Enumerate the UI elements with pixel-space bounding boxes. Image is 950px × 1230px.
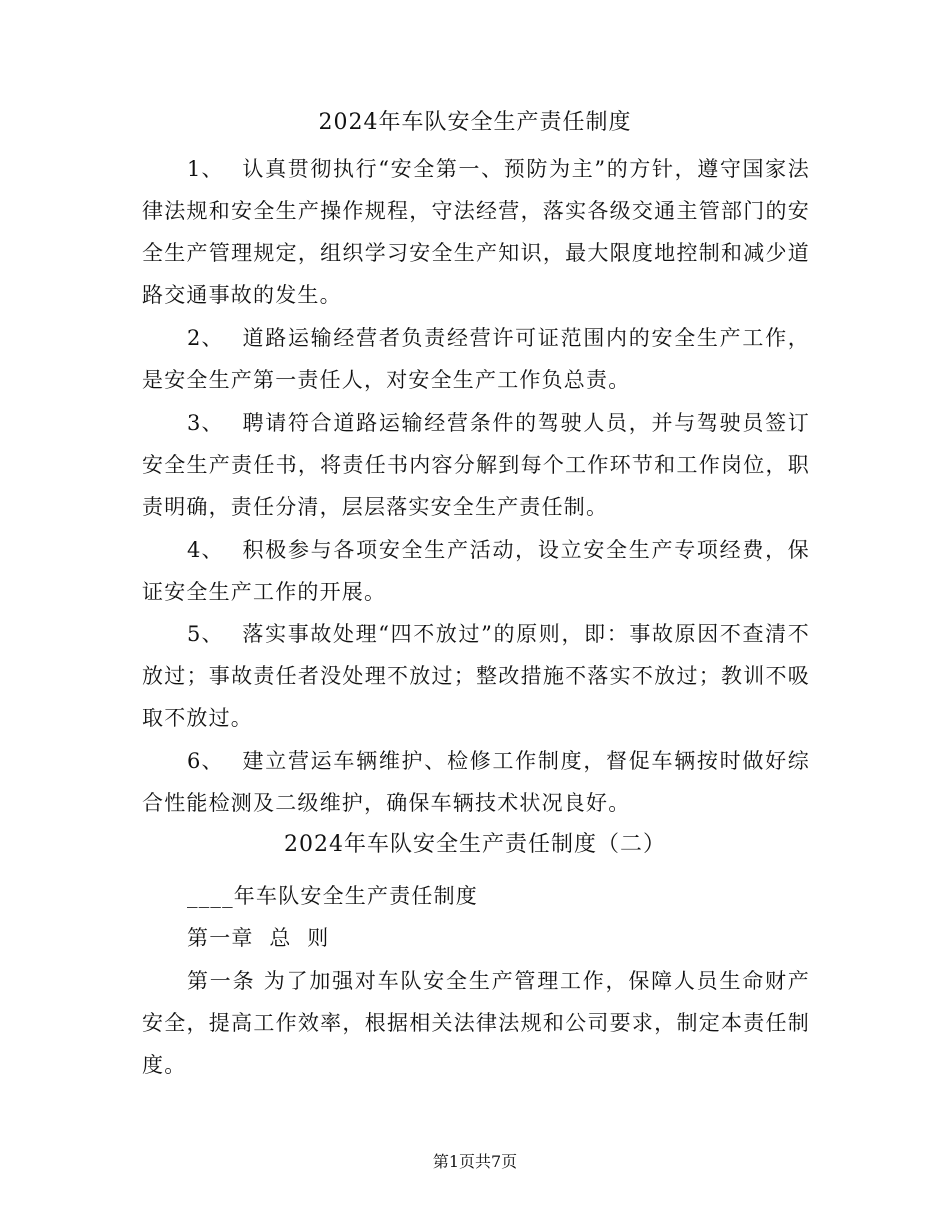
item-text: 积极参与各项安全生产活动，设立安全生产专项经费，保证安全生产工作的开展。 xyxy=(142,538,810,604)
section2-subtitle: ____年车队安全生产责任制度 xyxy=(187,884,478,908)
document-title: 2024年车队安全生产责任制度 xyxy=(318,110,632,135)
item-text: 道路运输经营者负责经营许可证范围内的安全生产工作，是安全生产第一责任人，对安全生产工作负总责。 xyxy=(142,326,810,392)
chapter-heading: 第一章 总 则 xyxy=(187,926,330,950)
item-text: 认真贯彻执行“安全第一、预防为主”的方针，遵守国家法律法规和安全生产操作规程，守法经营，落实各级交通主管部门的安全生产管理规定，组织学习安全生产知识，最大限度地控制和减少道路交通事故的发生。 xyxy=(142,157,810,307)
list-item xyxy=(142,740,810,824)
list-item xyxy=(142,613,810,739)
article-paragraph: 第一条 为了加强对车队安全生产管理工作，保障人员生命财产安全，提高工作效率，根据相关法律法规和公司要求，制定本责任制度。 xyxy=(142,969,810,1077)
item-text: 建立营运车辆维护、检修工作制度，督促车辆按时做好综合性能检测及二级维护，确保车辆技术状况良好。 xyxy=(142,749,810,815)
list-item xyxy=(142,148,810,316)
item-text: 落实事故处理“四不放过”的原则，即：事故原因不查清不放过；事故责任者没处理不放过；整改措施不落实不放过；教训不吸取不放过。 xyxy=(142,622,810,730)
item-number: 3、 xyxy=(187,411,224,435)
list-item xyxy=(142,402,810,528)
item-number: 1、 xyxy=(187,157,224,181)
section2-title: 2024年车队安全生产责任制度（二） xyxy=(284,832,666,857)
item-number: 2、 xyxy=(187,326,224,350)
item-text: 聘请符合道路运输经营条件的驾驶人员，并与驾驶员签订安全生产责任书，将责任书内容分解到每个工作环节和工作岗位，职责明确，责任分清，层层落实安全生产责任制。 xyxy=(142,411,810,519)
item-number: 4、 xyxy=(187,538,224,562)
item-number: 6、 xyxy=(187,749,224,773)
list-item xyxy=(142,317,810,401)
list-item xyxy=(142,529,810,613)
item-number: 5、 xyxy=(187,622,224,646)
page-number: 第1页共7页 xyxy=(432,1152,518,1171)
